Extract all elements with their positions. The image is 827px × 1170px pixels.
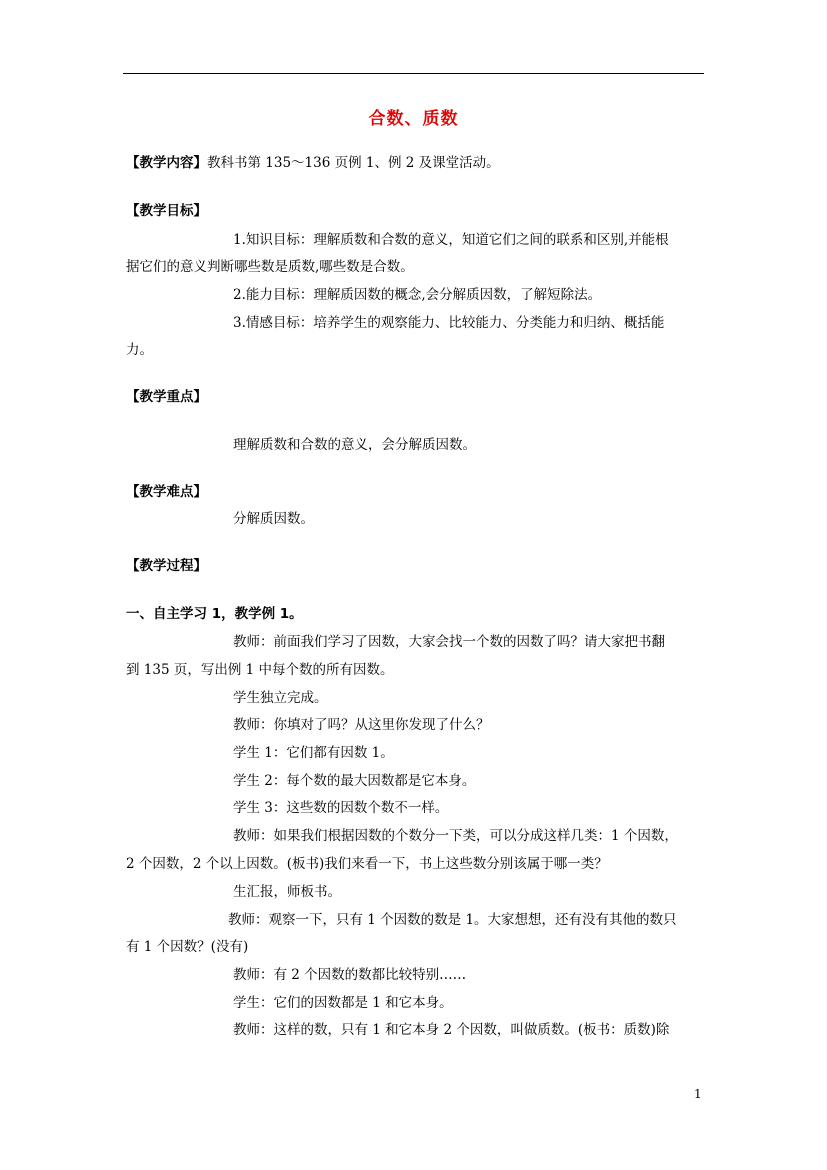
difficulties-heading: 【教学难点】 <box>126 484 207 500</box>
objective-line: 据它们的意义判断哪些数是质数,哪些数是合数。 <box>126 259 414 275</box>
process-line: 教师：有 2 个因数的数都比较特别…… <box>233 967 467 983</box>
process-line: 到 135 页，写出例 1 中每个数的所有因数。 <box>126 662 394 678</box>
process-line: 学生 1：它们都有因数 1。 <box>233 745 394 761</box>
process-heading: 【教学过程】 <box>126 558 207 574</box>
content-label: 【教学内容】 <box>126 155 207 171</box>
key-points-text: 理解质数和合数的意义，会分解质因数。 <box>233 437 476 453</box>
key-points-heading: 【教学重点】 <box>126 389 207 405</box>
document-title: 合数、质数 <box>368 109 459 129</box>
objectives-heading: 【教学目标】 <box>126 203 207 219</box>
process-line: 生汇报，师板书。 <box>233 884 341 900</box>
process-line: 学生独立完成。 <box>233 690 328 706</box>
content-line <box>126 153 500 173</box>
objective-line: 力。 <box>126 342 153 358</box>
process-line: 教师：前面我们学习了因数，大家会找一个数的因数了吗？请大家把书翻 <box>233 634 665 650</box>
process-line: 学生：它们的因数都是 1 和它本身。 <box>233 995 453 1011</box>
objective-line: 1.知识目标：理解质数和合数的意义，知道它们之间的联系和区别,并能根 <box>233 232 669 248</box>
process-line: 教师：这样的数，只有 1 和它本身 2 个因数，叫做质数。(板书：质数)除 <box>233 1022 670 1038</box>
content-text: 教科书第 135～136 页例 1、例 2 及课堂活动。 <box>207 155 500 171</box>
process-line: 学生 2：每个数的最大因数都是它本身。 <box>233 773 476 789</box>
difficulties-text: 分解质因数。 <box>233 511 314 527</box>
objective-line: 2.能力目标：理解质因数的概念,会分解质因数，了解短除法。 <box>233 287 602 303</box>
header-rule <box>123 73 704 74</box>
process-line: 教师：你填对了吗？从这里你发现了什么？ <box>233 717 490 733</box>
page-number: 1 <box>694 1087 702 1101</box>
process-line: 2 个因数，2 个以上因数。(板书)我们来看一下，书上这些数分别该属于哪一类？ <box>126 856 608 872</box>
section-heading: 一、自主学习 1，教学例 1。 <box>126 606 303 622</box>
process-line: 教师：如果我们根据因数的个数分一下类，可以分成这样几类：1 个因数， <box>233 828 678 844</box>
objective-line: 3.情感目标：培养学生的观察能力、比较能力、分类能力和归纳、概括能 <box>233 315 665 331</box>
process-line: 有 1 个因数？(没有) <box>126 939 249 955</box>
process-line: 学生 3：这些数的因数个数不一样。 <box>233 800 449 816</box>
process-line: 教师：观察一下，只有 1 个因数的数是 1。大家想想，还有没有其他的数只 <box>228 912 677 928</box>
